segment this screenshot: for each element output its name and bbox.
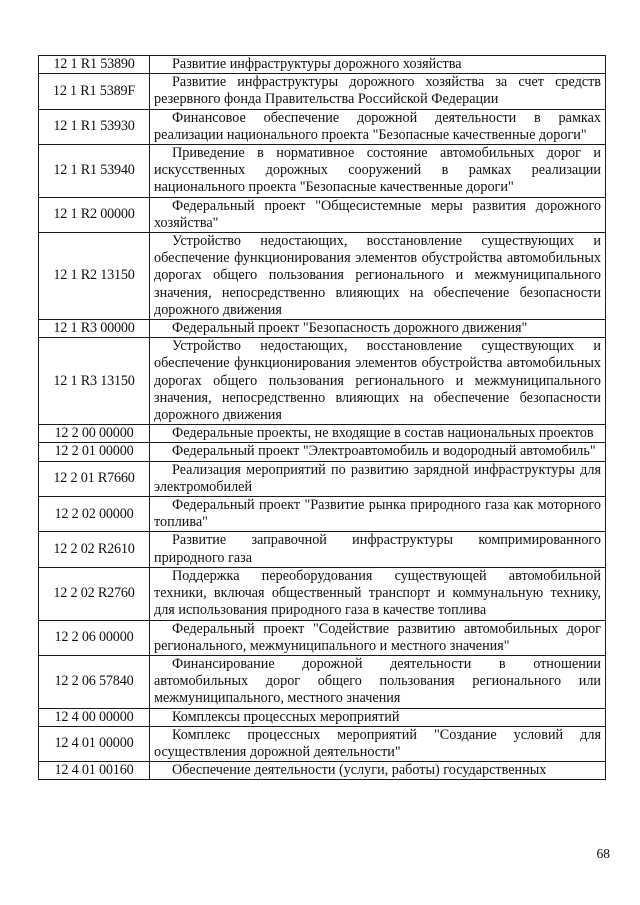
table-row: [39, 443, 606, 461]
table-row: [39, 197, 606, 232]
code-cell: 12 1 R2 13150: [39, 233, 150, 320]
table-row: [39, 74, 606, 109]
name-cell: Развитие заправочной инфраструктуры компримированного природного газа: [150, 532, 606, 567]
name-cell: Обеспечение деятельности (услуги, работы) государственных: [150, 762, 606, 780]
code-cell: 12 1 R3 13150: [39, 338, 150, 425]
budget-classification-table: [38, 55, 606, 780]
table-row: [39, 56, 606, 74]
table-row: [39, 320, 606, 338]
name-cell: Федеральный проект "Безопасность дорожного движения": [150, 320, 606, 338]
name-cell: Финансирование дорожной деятельности в отношении автомобильных дорог общего пользования регионального или межмуниципального, местного значения: [150, 655, 606, 708]
name-cell: Устройство недостающих, восстановление существующих и обеспечение функционирования элементов обустройства автомобильных дорогах общего пользования регионального и межмуниципального значения, непосредственно влияющих на обеспечение безопасности дорожного движения: [150, 233, 606, 320]
code-cell: 12 4 01 00160: [39, 762, 150, 780]
name-cell: Комплекс процессных мероприятий "Создание условий для осуществления дорожной деятельности": [150, 726, 606, 761]
code-cell: 12 1 R1 5389F: [39, 74, 150, 109]
code-cell: 12 2 06 00000: [39, 620, 150, 655]
name-cell: Федеральные проекты, не входящие в состав национальных проектов: [150, 425, 606, 443]
code-cell: 12 2 01 00000: [39, 443, 150, 461]
code-cell: 12 1 R2 00000: [39, 197, 150, 232]
code-cell: 12 2 02 R2760: [39, 567, 150, 620]
code-cell: 12 2 01 R7660: [39, 461, 150, 496]
table-row: [39, 726, 606, 761]
name-cell: Комплексы процессных мероприятий: [150, 708, 606, 726]
table-row: [39, 620, 606, 655]
table-row: [39, 109, 606, 144]
code-cell: 12 2 06 57840: [39, 655, 150, 708]
table-row: [39, 338, 606, 425]
name-cell: Реализация мероприятий по развитию зарядной инфраструктуры для электромобилей: [150, 461, 606, 496]
name-cell: Федеральный проект "Содействие развитию автомобильных дорог регионального, межмуниципального и местного значения": [150, 620, 606, 655]
code-cell: 12 2 02 00000: [39, 497, 150, 532]
page-number: 68: [596, 846, 610, 861]
code-cell: 12 1 R3 00000: [39, 320, 150, 338]
name-cell: Устройство недостающих, восстановление существующих и обеспечение функционирования элементов обустройства автомобильных дорогах общего пользования регионального и межмуниципального значения, непосредственно влияющих на обеспечение безопасности дорожного движения: [150, 338, 606, 425]
code-cell: 12 1 R1 53930: [39, 109, 150, 144]
name-cell: Федеральный проект "Электроавтомобиль и водородный автомобиль": [150, 443, 606, 461]
name-cell: Поддержка переоборудования существующей автомобильной техники, включая общественный транспорт и коммунальную технику, для использования природного газа в качестве топлива: [150, 567, 606, 620]
name-cell: Развитие инфраструктуры дорожного хозяйства: [150, 56, 606, 74]
code-cell: 12 1 R1 53890: [39, 56, 150, 74]
table-row: [39, 461, 606, 496]
table-row: [39, 497, 606, 532]
code-cell: 12 4 01 00000: [39, 726, 150, 761]
name-cell: Федеральный проект "Развитие рынка природного газа как моторного топлива": [150, 497, 606, 532]
name-cell: Развитие инфраструктуры дорожного хозяйства за счет средств резервного фонда Правительства Российской Федерации: [150, 74, 606, 109]
code-cell: 12 2 02 R2610: [39, 532, 150, 567]
table-row: [39, 233, 606, 320]
code-cell: 12 1 R1 53940: [39, 145, 150, 198]
name-cell: Приведение в нормативное состояние автомобильных дорог и искусственных дорожных сооружений в рамках реализации национального проекта "Безопасные качественные дороги": [150, 145, 606, 198]
table-row: [39, 708, 606, 726]
code-cell: 12 2 00 00000: [39, 425, 150, 443]
table-row: [39, 425, 606, 443]
table-row: [39, 567, 606, 620]
code-cell: 12 4 00 00000: [39, 708, 150, 726]
table-row: [39, 145, 606, 198]
table-row: [39, 655, 606, 708]
table-row: [39, 532, 606, 567]
name-cell: Федеральный проект "Общесистемные меры развития дорожного хозяйства": [150, 197, 606, 232]
name-cell: Финансовое обеспечение дорожной деятельности в рамках реализации национального проекта "Безопасные качественные дороги": [150, 109, 606, 144]
table-row: [39, 762, 606, 780]
